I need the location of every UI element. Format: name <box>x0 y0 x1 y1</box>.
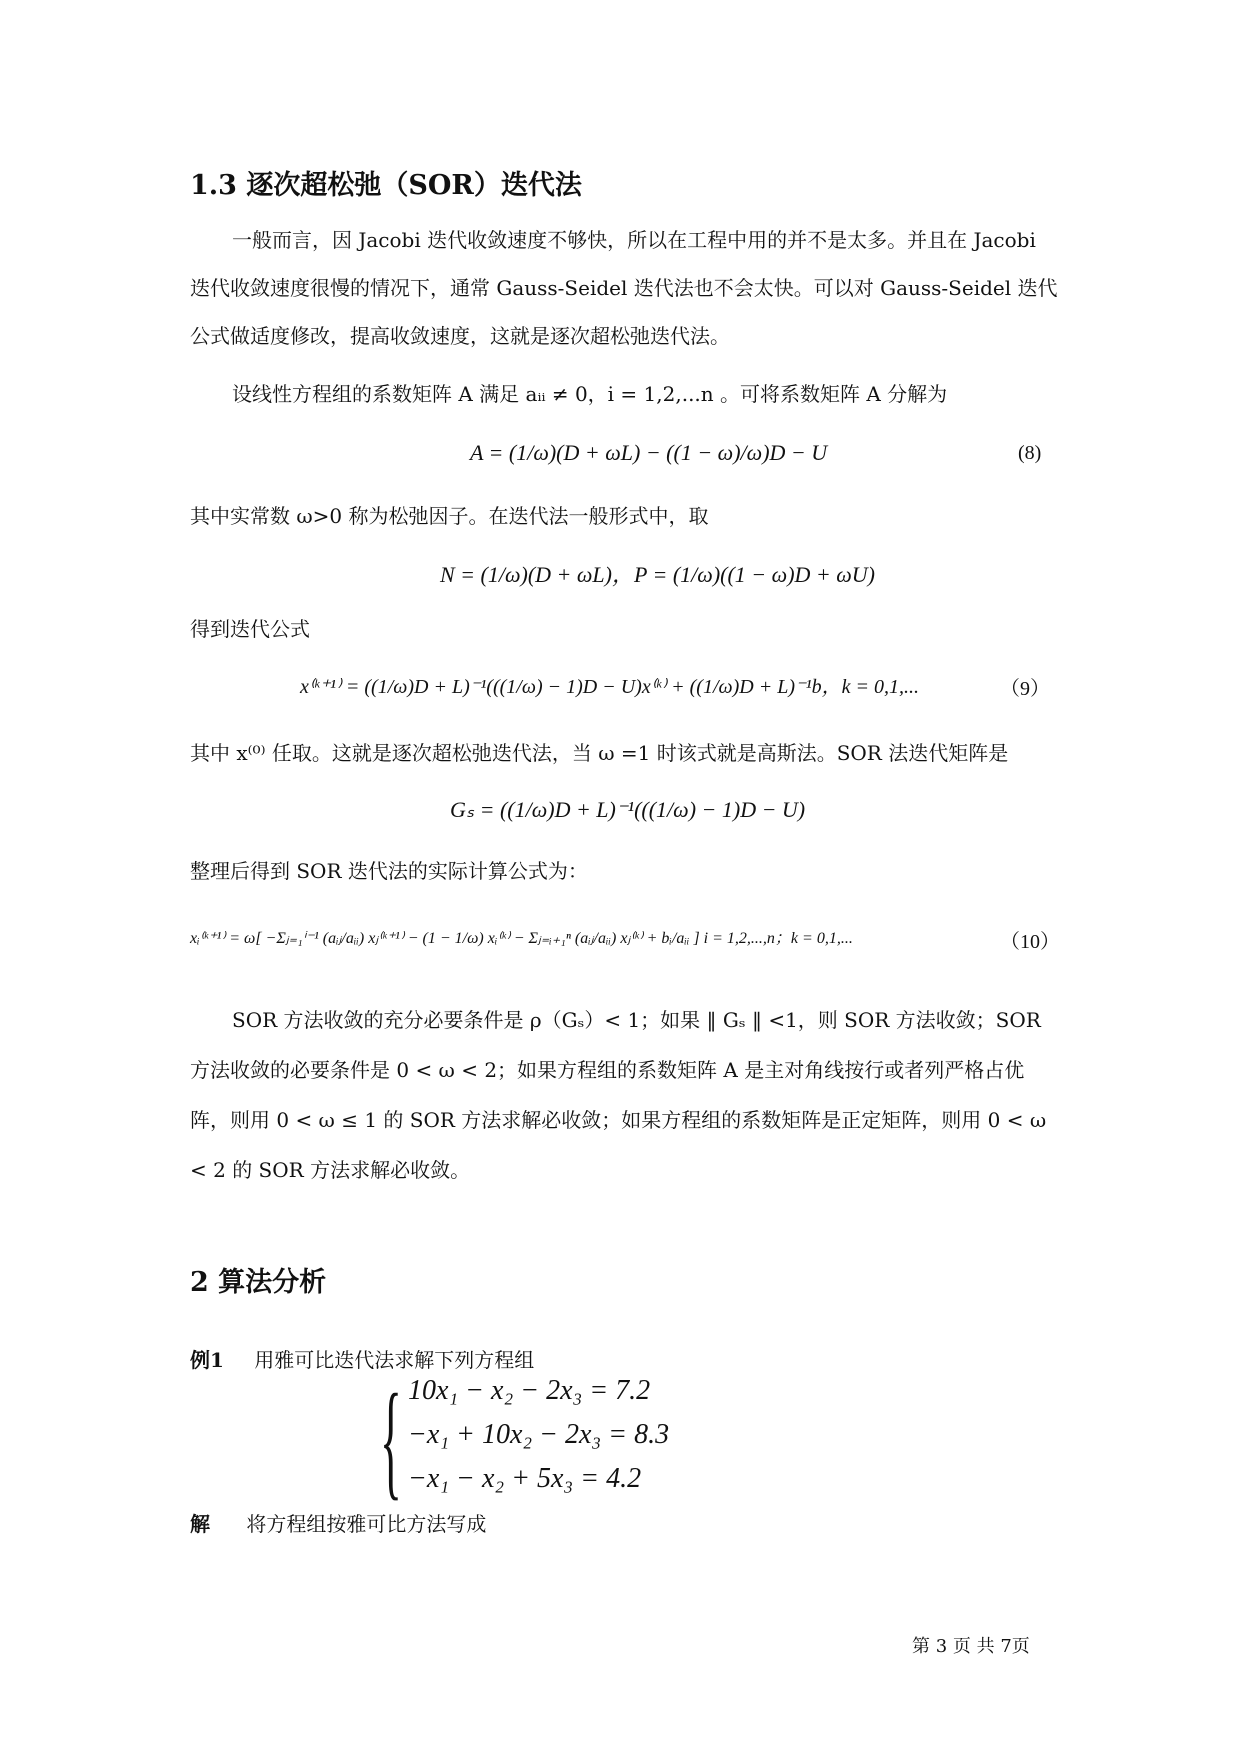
paragraph-relaxation-factor: 其中实常数 ω>0 称为松弛因子。在迭代法一般形式中，取 <box>190 504 709 528</box>
system-row-3: −x₁ − x₂ + 5x₃ = 4.2 <box>408 1463 642 1494</box>
page-footer: 第 3 页 共 7页 <box>912 1636 1030 1657</box>
system-row-2: −x₁ + 10x₂ − 2x₃ = 8.3 <box>408 1419 670 1450</box>
paragraph-convergence: SOR 方法收敛的充分必要条件是 ρ（Gₛ）< 1；如果 ‖ Gₛ ‖ <1，则 SOR 方法收敛；SOR 方法收敛的必要条件是 0 < ω < 2；如果方程组的系数矩阵 A 是主对角线按行或者列严格占优阵，则用 0 < ω ≤ 1 的 SOR 方法求解必收敛；如果方程组的系数矩阵是正定矩阵，则用 0 < ω < 2 的 SOR 方法求解必收敛。 <box>190 1008 1047 1182</box>
equation-10: xᵢ⁽ᵏ⁺¹⁾ = ω[ −Σⱼ₌₁ⁱ⁻¹ (aᵢⱼ/aᵢᵢ) xⱼ⁽ᵏ⁺¹⁾ − (1 − 1/ω) xᵢ⁽ᵏ⁾ − Σⱼ₌ᵢ₊₁ⁿ (aᵢⱼ/aᵢᵢ) xⱼ⁽ᵏ⁾ + bᵢ/aᵢᵢ ] i = 1,2,...,n；k = 0,1,... <box>190 930 853 947</box>
example-text: 用雅可比迭代法求解下列方程组 <box>254 1348 535 1372</box>
equation-8-number: (8) <box>1018 442 1042 464</box>
paragraph-actual-formula: 整理后得到 SOR 迭代法的实际计算公式为： <box>190 859 588 883</box>
solution-text: 将方程组按雅可比方法写成 <box>246 1512 487 1536</box>
solution-label: 解 <box>190 1512 210 1536</box>
equation-gs: Gₛ = ((1/ω)D + L)⁻¹(((1/ω) − 1)D − U) <box>450 797 806 822</box>
paragraph-matrix-condition: 设线性方程组的系数矩阵 A 满足 aᵢᵢ ≠ 0，i = 1,2,...n 。可将系数矩阵 A 分解为 <box>232 382 948 406</box>
equation-10-number: （10） <box>1000 931 1060 953</box>
section-heading-1-3: 1.3 逐次超松弛（SOR）迭代法 <box>190 170 582 201</box>
example-label: 例1 <box>190 1348 224 1372</box>
equation-9: x⁽ᵏ⁺¹⁾ = ((1/ω)D + L)⁻¹(((1/ω) − 1)D − U)x⁽ᵏ⁾ + ((1/ω)D + L)⁻¹b，k = 0,1,... <box>300 676 919 698</box>
equation-8: A = (1/ω)(D + ωL) − ((1 − ω)/ω)D − U <box>470 440 828 465</box>
equation-9-number: （9） <box>1000 678 1050 700</box>
paragraph-intro: 一般而言，因 Jacobi 迭代收敛速度不够快，所以在工程中用的并不是太多。并且在 Jacobi 迭代收敛速度很慢的情况下，通常 Gauss-Seidel 迭代法也不会太快。可以对 Gauss-Seidel 迭代公式做适度修改，提高收敛速度，这就是逐次超松弛迭代法。 <box>190 228 1058 348</box>
paragraph-iteration-formula: 得到迭代公式 <box>190 617 310 641</box>
left-brace: { <box>380 1368 402 1512</box>
equation-n-p: N = (1/ω)(D + ωL)，P = (1/ω)((1 − ω)D + ωU) <box>440 562 875 587</box>
paragraph-sor-matrix: 其中 x⁽⁰⁾ 任取。这就是逐次超松弛迭代法，当 ω =1 时该式就是高斯法。SOR 法迭代矩阵是 <box>190 741 1009 765</box>
system-row-1: 10x₁ − x₂ − 2x₃ = 7.2 <box>408 1375 651 1406</box>
solution <box>190 1508 486 1537</box>
section-heading-2: 2 算法分析 <box>190 1267 327 1298</box>
example-1 <box>190 1344 534 1373</box>
